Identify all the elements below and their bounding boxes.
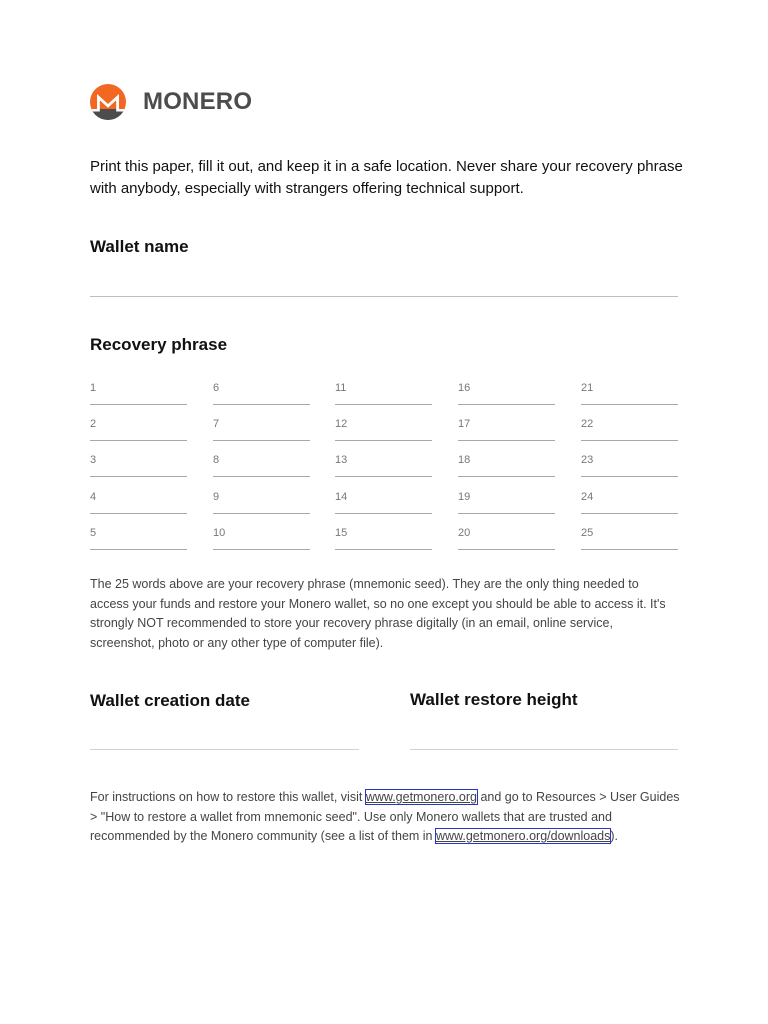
word-slot xyxy=(458,515,555,550)
getmonero-link[interactable]: www.getmonero.org xyxy=(365,790,477,804)
recovery-note: The 25 words above are your recovery phrase (mnemonic seed). They are the only thing needed to access your funds and restore your Monero wallet, so no one except you should be able to access it. It's strongly NOT recommended to store your recovery phrase digitally (in an email, online service, screenshot, photo or any other type of computer file). xyxy=(90,577,666,650)
word-number: 13 xyxy=(335,454,348,466)
word-slot xyxy=(458,479,555,514)
word-slot xyxy=(581,370,678,405)
word-number: 1 xyxy=(90,382,97,394)
wallet-name-line xyxy=(90,296,678,297)
word-number: 24 xyxy=(581,491,594,503)
creation-date-line xyxy=(90,749,359,750)
word-slot xyxy=(213,442,310,477)
word-slot xyxy=(335,515,432,550)
word-number: 23 xyxy=(581,454,594,466)
word-slot xyxy=(335,406,432,441)
restore-height-line xyxy=(410,749,678,750)
wallet-name-heading: Wallet name xyxy=(90,237,189,256)
instructions-text-2: and go to Resources > User Guides > "How to restore a wallet from mnemonic seed". Use only Monero wallets that are trusted and recommended by the Monero community (see a list of them in xyxy=(90,790,680,843)
word-number: 6 xyxy=(213,382,220,394)
monero-logo-icon xyxy=(90,84,126,120)
word-slot xyxy=(458,442,555,477)
word-number: 20 xyxy=(458,527,471,539)
word-slot xyxy=(90,406,187,441)
restore-height-heading: Wallet restore height xyxy=(410,690,578,709)
brand-name: MONERO xyxy=(143,88,253,115)
word-slot xyxy=(213,515,310,550)
word-slot xyxy=(335,479,432,514)
word-number: 3 xyxy=(90,454,97,466)
word-slot xyxy=(213,406,310,441)
word-slot xyxy=(90,442,187,477)
word-number: 11 xyxy=(335,382,347,394)
restore-instructions xyxy=(90,788,682,847)
word-slot xyxy=(581,515,678,550)
word-number: 7 xyxy=(213,418,220,430)
intro-text: Print this paper, fill it out, and keep it in a safe location. Never share your recovery phrase with anybody, especially with strangers offering technical support. xyxy=(90,158,683,197)
word-slot xyxy=(581,442,678,477)
creation-date-heading: Wallet creation date xyxy=(90,691,250,710)
word-slot xyxy=(458,406,555,441)
word-number: 19 xyxy=(458,491,471,503)
word-slot xyxy=(581,406,678,441)
recovery-phrase-heading: Recovery phrase xyxy=(90,335,228,354)
word-slot xyxy=(335,442,432,477)
word-number: 4 xyxy=(90,491,97,503)
downloads-link[interactable]: www.getmonero.org/downloads xyxy=(435,829,611,843)
word-slot xyxy=(581,479,678,514)
word-slot xyxy=(213,370,310,405)
word-number: 15 xyxy=(335,527,348,539)
monero-logo xyxy=(90,84,252,120)
word-number: 25 xyxy=(581,527,594,539)
word-number: 16 xyxy=(458,382,471,394)
word-number: 12 xyxy=(335,418,348,430)
word-number: 10 xyxy=(213,527,226,539)
word-slot xyxy=(90,479,187,514)
word-number: 9 xyxy=(213,491,220,503)
word-number: 14 xyxy=(335,491,348,503)
word-number: 22 xyxy=(581,418,594,430)
word-number: 17 xyxy=(458,418,471,430)
word-number: 18 xyxy=(458,454,471,466)
word-slot xyxy=(90,370,187,405)
instructions-text-1: For instructions on how to restore this wallet, visit xyxy=(90,790,366,804)
word-number: 21 xyxy=(581,382,594,394)
word-slot xyxy=(335,370,432,405)
word-slot xyxy=(90,515,187,550)
word-number: 2 xyxy=(90,418,97,430)
word-slot xyxy=(213,479,310,514)
word-number: 5 xyxy=(90,527,97,539)
instructions-text-3: ). xyxy=(610,829,619,843)
word-slot xyxy=(458,370,555,405)
word-number: 8 xyxy=(213,454,220,466)
